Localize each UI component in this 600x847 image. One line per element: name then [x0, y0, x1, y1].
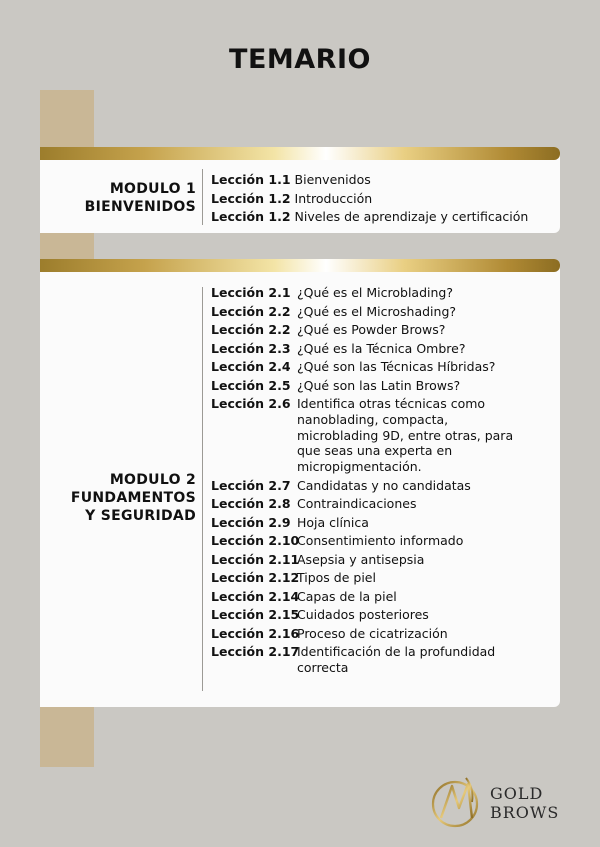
page-title: TEMARIO [229, 44, 371, 75]
lesson-title: ¿Qué es la Técnica Ombre? [297, 340, 466, 356]
lesson-item [211, 643, 532, 678]
divider-line [202, 169, 203, 225]
lesson-item [211, 190, 528, 209]
module-label-line: MODULO 1 [109, 181, 196, 197]
lesson-item [211, 477, 532, 496]
logo-word-brows: BROWS [490, 803, 560, 822]
lesson-number: Lección 2.17 [211, 644, 300, 660]
lesson-title: Asepsia y antisepsia [297, 551, 425, 567]
lesson-number: Lección 2.6 [211, 396, 291, 411]
lesson-number: Lección 1.2 [211, 190, 291, 206]
lesson-title: ¿Qué es Powder Brows? [297, 322, 446, 337]
lesson-title: Niveles de aprendizaje y certificación [294, 209, 529, 224]
module-1-card [40, 147, 560, 233]
lesson-number: Lección 2.5 [211, 377, 291, 393]
module-2-label [71, 471, 196, 525]
lesson-title: Cuidados posteriores [297, 607, 429, 623]
lesson-title: Introducción [294, 190, 373, 206]
lesson-number: Lección 2.4 [211, 359, 291, 374]
lesson-item [211, 606, 532, 625]
lesson-item [211, 395, 532, 477]
lesson-item [211, 171, 528, 190]
module-label-line: MODULO 2 [109, 472, 196, 488]
lesson-number: Lección 2.8 [211, 496, 291, 512]
lesson-number: Lección 2.2 [211, 322, 291, 337]
lesson-number: Lección 2.11 [211, 551, 300, 567]
lesson-title: Hoja clínica [297, 514, 369, 530]
lesson-item [211, 377, 532, 396]
lesson-item [211, 625, 532, 644]
lesson-number: Lección 2.16 [211, 625, 300, 641]
lesson-number: Lección 2.2 [211, 303, 291, 319]
lesson-title: Proceso de cicatrización [297, 625, 448, 641]
lesson-title: Tipos de piel [297, 570, 376, 586]
lesson-number: Lección 2.10 [211, 533, 300, 549]
lesson-item [211, 358, 532, 377]
lesson-item [211, 551, 532, 570]
module-2-lesson-list [211, 284, 532, 678]
module-1-label [85, 180, 196, 216]
lesson-title: Contraindicaciones [297, 496, 417, 512]
lesson-title: Identificación de la profundidad correcta [297, 644, 496, 676]
lesson-title: Candidatas y no candidatas [297, 477, 471, 493]
divider-line [202, 287, 203, 691]
module-1-lesson-list [211, 171, 528, 227]
lesson-title: Consentimiento informado [297, 533, 464, 549]
lesson-item [211, 569, 532, 588]
module-label-line: Y SEGURIDAD [85, 508, 196, 524]
gold-bar [40, 147, 560, 160]
lesson-item [211, 284, 532, 303]
lesson-item [211, 532, 532, 551]
logo-word-gold: GOLD [490, 784, 544, 803]
lesson-number: Lección 2.14 [211, 588, 300, 604]
lesson-number: Lección 2.1 [211, 285, 291, 300]
lesson-title: Capas de la piel [297, 588, 397, 604]
lesson-item [211, 340, 532, 359]
lesson-title: Bienvenidos [294, 172, 371, 187]
gold-bar [40, 259, 560, 272]
lesson-title: ¿Qué es el Microblading? [297, 285, 453, 300]
lesson-item [211, 514, 532, 533]
lesson-title: ¿Qué es el Microshading? [297, 303, 457, 319]
lesson-number: Lección 2.9 [211, 514, 291, 530]
lesson-item [211, 495, 532, 514]
lesson-item [211, 321, 532, 340]
module-label-line: BIENVENIDOS [84, 199, 196, 215]
lesson-number: Lección 2.7 [211, 477, 291, 493]
lesson-title: ¿Qué son las Técnicas Híbridas? [297, 359, 496, 374]
lesson-number: Lección 2.15 [211, 607, 300, 623]
lesson-number: Lección 1.2 [211, 209, 291, 224]
lesson-item [211, 588, 532, 607]
gold-brows-monogram-icon [428, 772, 486, 832]
lesson-number: Lección 2.3 [211, 340, 291, 356]
lesson-item [211, 303, 532, 322]
lesson-item [211, 208, 528, 227]
lesson-number: Lección 1.1 [211, 172, 291, 187]
lesson-number: Lección 2.12 [211, 570, 300, 586]
module-2-card [40, 259, 560, 707]
gold-brows-logo [428, 772, 560, 832]
lesson-title: Identifica otras técnicas como nanoblading, compacta, microblading 9D, entre otras, para que seas una experta en micropigmentación. [297, 396, 514, 475]
module-label-line: FUNDAMENTOS [70, 490, 196, 506]
lesson-title: ¿Qué son las Latin Brows? [297, 377, 461, 393]
